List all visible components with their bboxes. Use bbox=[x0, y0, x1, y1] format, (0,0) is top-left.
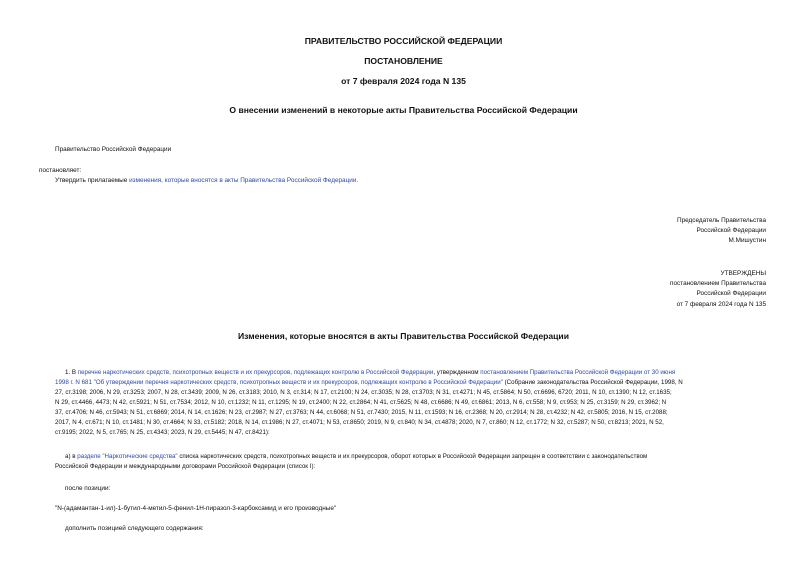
point-a-line1 bbox=[55, 452, 767, 462]
doc-date-number: от 7 февраля 2024 года N 135 bbox=[341, 76, 466, 86]
point1-line4: N 29, ст.4466, 4473; N 42, ст.5921; N 51, ст.7534; 2012, N 10, ст.1232; N 11, ст.1295; N 19, ст.2400; N 22, ст.2864; N 41, ст.5625; N 48, ст.6686; N 49, ст.6861; 2013, N 6, ст.558; N 9, ст.953; N 25, ст.3159; N 29, ст.3962; N bbox=[55, 399, 667, 406]
add-position-text: дополнить позицией следующего содержания: bbox=[65, 525, 204, 532]
signature-line2: Российской Федерации bbox=[696, 227, 766, 235]
header-org: ПРАВИТЕЛЬСТВО РОССИЙСКОЙ ФЕДЕРАЦИИ bbox=[304, 36, 503, 46]
point-a-prefix: а) в bbox=[65, 453, 78, 460]
point1-line5: 37, ст.4706; N 46, ст.5943; N 51, ст.6869; 2014, N 14, ст.1626; N 23, ст.2987; N 27, ст.3763; N 44, ст.6068; N 51, ст.7430; 2015, N 11, ст.1593; N 16, ст.2368; N 20, ст.2914; N 28, ст.4232; N 42, ст.5805; 2016, N 15, ст.2088; bbox=[55, 409, 668, 416]
after-position-text: после позиции: bbox=[65, 485, 111, 492]
point1-line7: ст.9195; 2022, N 5, ст.765; N 25, ст.4343; 2023, N 29, ст.5445; N 47, ст.8421): bbox=[55, 429, 270, 436]
doc-title: О внесении изменений в некоторые акты Правительства Российской Федерации bbox=[229, 105, 578, 115]
signature-line3: М.Мишустин bbox=[728, 237, 766, 245]
resolves-text: постановляет: bbox=[39, 167, 82, 174]
point1-l1-b: , утвержденном bbox=[433, 369, 481, 376]
item1-suffix: . bbox=[356, 177, 359, 184]
point1-paragraph bbox=[55, 368, 767, 438]
point1-line1 bbox=[55, 368, 767, 378]
approved-line1: УТВЕРЖДЕНЫ bbox=[720, 270, 766, 277]
signature-line1: Председатель Правительства bbox=[677, 217, 766, 224]
point1-line3: 27, ст.3198; 2006, N 29, ст.3253; 2007, N 28, ст.3439; 2009, N 26, ст.3183; 2010, N 3, ст.314; N 17, ст.2100; N 24, ст.3035; N 28, ст.3703; N 31, ст.4271; N 45, ст.5864; N 50, ст.6696, 6720; 2011, N 10, ст.1390; N 12, ст.1635; bbox=[55, 389, 672, 396]
narcotics-list-link[interactable]: перечне наркотических средств, психотропных веществ и их прекурсоров, подлежащих контролю в Российской Федерации bbox=[77, 369, 434, 376]
item1-paragraph bbox=[55, 176, 358, 186]
signature-block bbox=[677, 216, 766, 247]
narcotics-section-link[interactable]: разделе "Наркотические средства" bbox=[77, 453, 178, 460]
issuer-text: Правительство Российской Федерации bbox=[55, 146, 172, 153]
point1-l2-b: (Собрание законодательства Российской Федерации, 1998, N bbox=[502, 379, 683, 386]
resolution-681-link-part2[interactable]: 1998 г. N 681 "Об утверждении перечня наркотических средств, психотропных веществ и их прекурсоров, подлежащих контролю в Российской Федерации" bbox=[55, 379, 503, 386]
point1-line2 bbox=[55, 378, 767, 388]
substance-text: "N-(адамантан-1-ил)-1-бутил-4-метил-5-фенил-1Н-пиразол-3-карбоксамид и его производные" bbox=[55, 505, 337, 512]
approved-line2: постановлением Правительства bbox=[670, 280, 766, 288]
resolution-681-link-part1[interactable]: постановлением Правительства Российской Федерации от 30 июня bbox=[480, 369, 676, 376]
approved-line4: от 7 февраля 2024 года N 135 bbox=[676, 300, 766, 308]
item1-prefix: Утвердить прилагаемые bbox=[55, 177, 130, 184]
changes-title: Изменения, которые вносятся в акты Правительства Российской Федерации bbox=[237, 331, 569, 341]
point1-l1-a: 1. В bbox=[65, 369, 78, 376]
approved-line3: Российской Федерации bbox=[696, 290, 766, 298]
doc-type: ПОСТАНОВЛЕНИЕ bbox=[364, 56, 443, 66]
point-a-rest1: списка наркотических средств, психотропных веществ и их прекурсоров, оборот которых в Российской Федерации запрещен в соответствии с законодательством bbox=[177, 453, 648, 460]
point-a-line2: Российской Федерации и международными договорами Российской Федерации (список I): bbox=[55, 463, 316, 470]
point1-line6: 2017, N 4, ст.671; N 10, ст.1481; N 30, ст.4664; N 33, ст.5182; 2018, N 14, ст.1986; N 27, ст.4071; N 53, ст.8650; 2019, N 9, ст.840; N 34, ст.4878; 2020, N 7, ст.860; N 12, ст.1772; N 32, ст.5287; N 50, ст.8213; 2021, N 52, bbox=[55, 419, 664, 426]
approved-block bbox=[670, 269, 766, 310]
point-a-paragraph bbox=[55, 452, 767, 472]
changes-link[interactable]: изменения, которые вносятся в акты Правительства Российской Федерации bbox=[129, 177, 357, 184]
